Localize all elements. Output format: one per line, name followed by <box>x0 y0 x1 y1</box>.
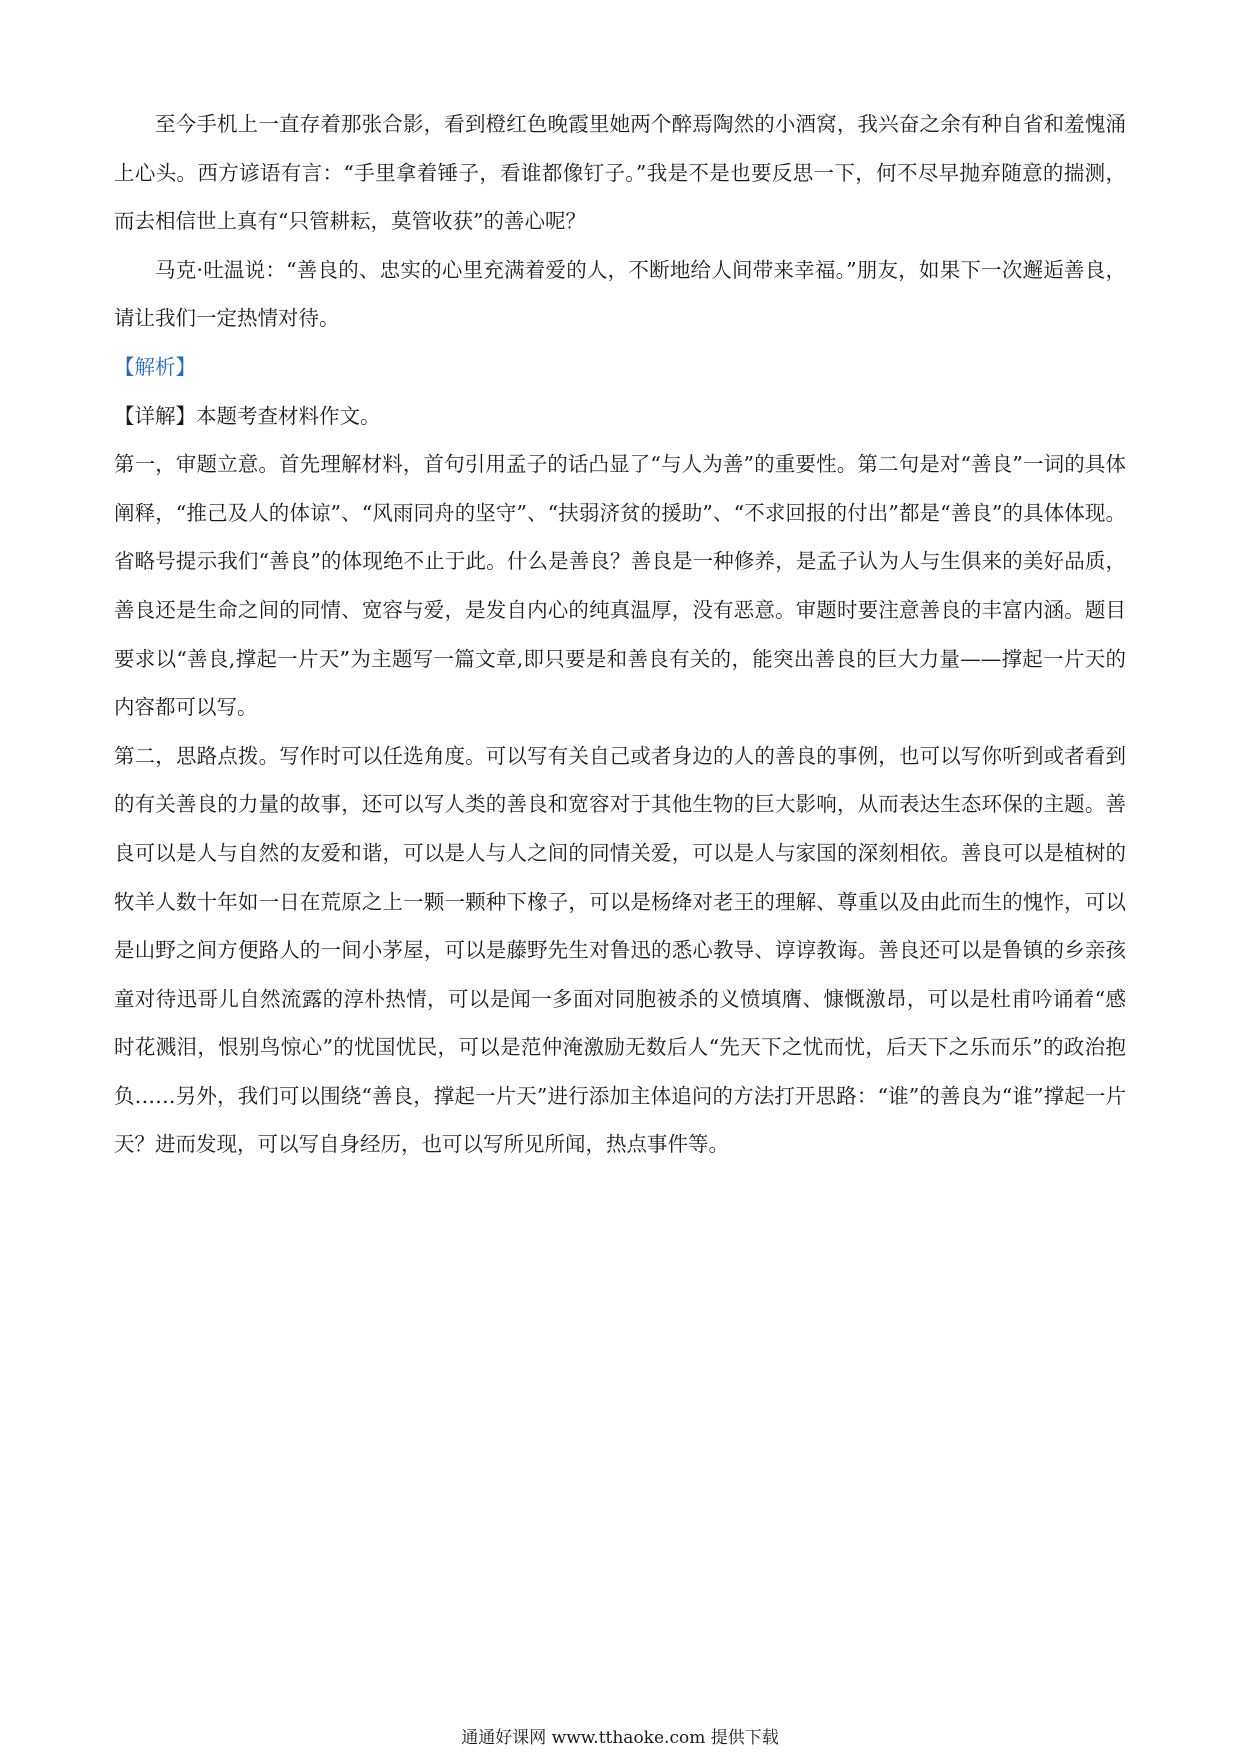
analysis-label: 【解析】 <box>114 354 196 379</box>
analysis-second-point: 第二，思路点拨。写作时可以任选角度。可以写有关自己或者身边的人的善良的事例，也可以写你听到或者看到的有关善良的力量的故事，还可以写人类的善良和宽容对于其他生物的巨大影响，从而表达生态环保的主题。善良可以是人与自然的友爱和谐，可以是人与人之间的同情关爱，可以是人与家国的深刻相依。善良可以是植树的牧羊人数十年如一日在荒原之上一颗一颗种下橡子，可以是杨绛对老王的理解、尊重以及由此而生的愧怍，可以是山野之间方便路人的一间小茅屋，可以是藤野先生对鲁迅的悉心教导、谆谆教诲。善良还可以是鲁镇的乡亲孩童对待迅哥儿自然流露的淳朴热情，可以是闻一多面对同胞被杀的义愤填膺、慷慨激昂，可以是杜甫吟诵着“感时花溅泪，恨别鸟惊心”的忧国忧民，可以是范仲淹激励无数后人“先天下之忧而忧，后天下之乐而乐”的政治抱负……另外，我们可以围绕“善良，撑起一片天”进行添加主体追问的方法打开思路：“谁”的善良为“谁”撑起一片天？进而发现，可以写自身经历，也可以写所见所闻，热点事件等。 <box>114 743 1126 1157</box>
page-content <box>114 100 1126 1169</box>
analysis-detail: 【详解】本题考查材料作文。 <box>114 403 381 428</box>
analysis-first-point: 第一，审题立意。首先理解材料，首句引用孟子的话凸显了“与人为善”的重要性。第二句是对“善良”一词的具体阐释，“推己及人的体谅”、“风雨同舟的坚守”、“扶弱济贫的援助”、“不求回报的付出”都是“善良”的具体体现。省略号提示我们“善良”的体现绝不止于此。什么是善良？善良是一种修养，是孟子认为人与生俱来的美好品质，善良还是生命之间的同情、宽容与爱，是发自内心的纯真温厚，没有恶意。审题时要注意善良的丰富内涵。题目要求以“善良,撑起一片天”为主题写一篇文章,即只要是和善良有关的，能突出善良的巨大力量——撑起一片天的内容都可以写。 <box>114 452 1126 720</box>
article-paragraph-1: 至今手机上一直存着那张合影，看到橙红色晚霞里她两个醉焉陶然的小酒窝，我兴奋之余有种自省和羞愧涌上心头。西方谚语有言：“手里拿着锤子，看谁都像钉子。”我是不是也要反思一下，何不尽早抛弃随意的揣测，而去相信世上真有“只管耕耘，莫管收获”的善心呢？ <box>114 112 1126 234</box>
page-footer: 通通好课网 www.tthaoke.com 提供下载 <box>461 1728 779 1748</box>
article-paragraph-2: 马克·吐温说：“善良的、忠实的心里充满着爱的人，不断地给人间带来幸福。”朋友，如果下一次邂逅善良，请让我们一定热情对待。 <box>114 257 1126 331</box>
